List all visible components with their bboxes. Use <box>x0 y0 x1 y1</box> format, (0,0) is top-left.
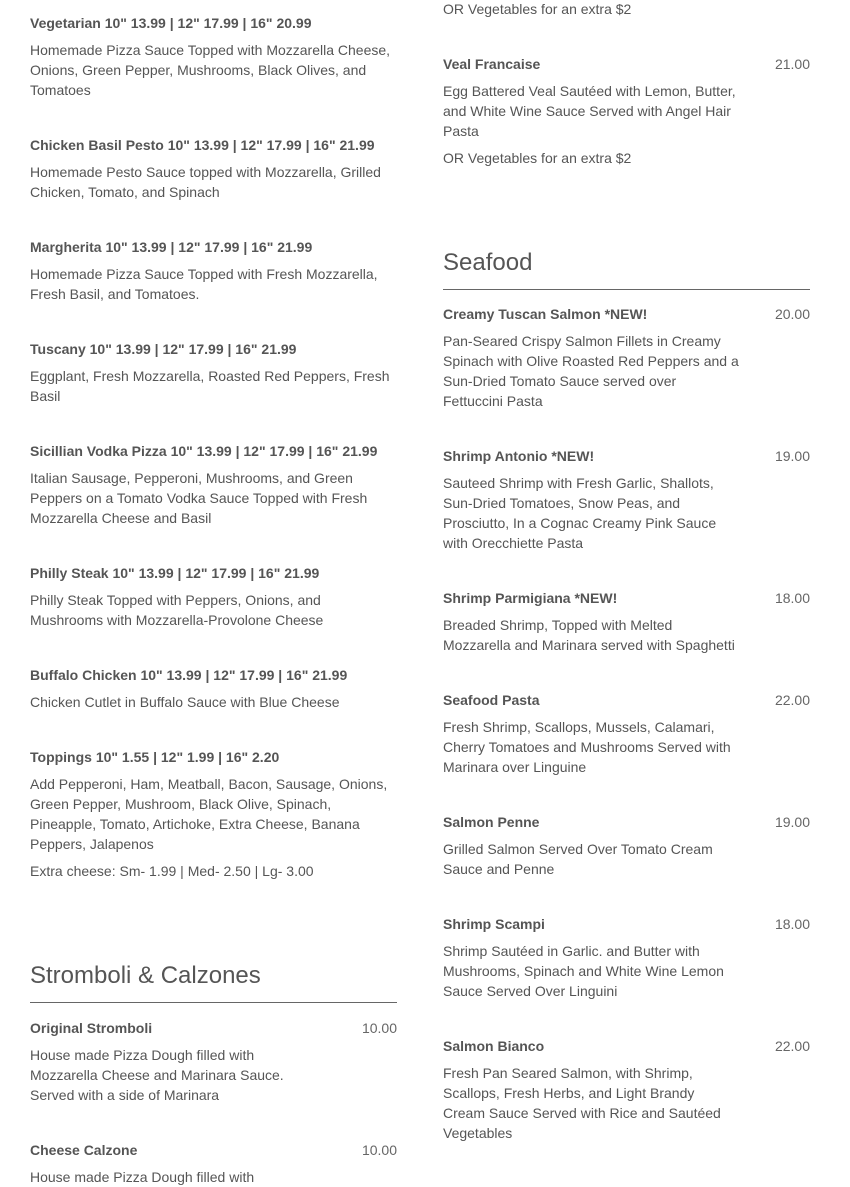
item-name: Original Stromboli <box>30 1020 153 1036</box>
item-price: 19.00 <box>774 814 810 830</box>
item-name: Buffalo Chicken 10" 13.99 | 12" 17.99 | 16" 21.99 <box>30 667 348 683</box>
item-description: Philly Steak Topped with Peppers, Onions, and Mushrooms with Mozzarella-Provolone Cheese <box>30 592 324 628</box>
menu-item <box>30 13 397 100</box>
item-description: Homemade Pizza Sauce Topped with Fresh Mozzarella, Fresh Basil, and Tomatoes. <box>30 266 378 302</box>
menu-item <box>30 339 397 406</box>
item-description: Homemade Pizza Sauce Topped with Mozzarella Cheese, Onions, Green Pepper, Mushrooms, Black Olives, and Tomatoes <box>30 42 391 98</box>
item-name: Salmon Penne <box>443 814 540 830</box>
item-price: 10.00 <box>361 1020 397 1036</box>
item-name: Chicken Basil Pesto 10" 13.99 | 12" 17.99 | 16" 21.99 <box>30 137 375 153</box>
item-note: OR Vegetables for an extra $2 <box>443 1 632 17</box>
item-note: OR Vegetables for an extra $2 <box>443 150 632 166</box>
item-name: Cheese Calzone <box>30 1142 138 1158</box>
item-description: Egg Battered Veal Sautéed with Lemon, Butter, and White Wine Sauce Served with Angel Hair Pasta <box>443 83 736 139</box>
menu-item <box>30 563 397 630</box>
menu-item <box>443 54 810 168</box>
item-price: 22.00 <box>774 1038 810 1054</box>
item-name: Vegetarian 10" 13.99 | 12" 17.99 | 16" 20.99 <box>30 15 312 31</box>
menu-item <box>30 237 397 304</box>
menu-item <box>30 1018 397 1105</box>
item-description: House made Pizza Dough filled with <box>30 1169 255 1185</box>
section-title-seafood: Seafood <box>443 248 810 290</box>
item-description: House made Pizza Dough filled with Mozzarella Cheese and Marinara Sauce. Served with a side of Marinara <box>30 1047 284 1103</box>
item-name: Salmon Bianco <box>443 1038 545 1054</box>
item-description: Homemade Pesto Sauce topped with Mozzarella, Grilled Chicken, Tomato, and Spinach <box>30 164 381 200</box>
menu-item <box>443 446 810 553</box>
item-price: 19.00 <box>774 448 810 464</box>
menu-item <box>30 441 397 528</box>
item-price: 18.00 <box>774 916 810 932</box>
item-name: Sicillian Vodka Pizza 10" 13.99 | 12" 17.99 | 16" 21.99 <box>30 443 378 459</box>
item-name: Shrimp Parmigiana *NEW! <box>443 590 618 606</box>
item-description: Add Pepperoni, Ham, Meatball, Bacon, Sausage, Onions, Green Pepper, Mushroom, Black Olive, Spinach, Pineapple, Tomato, Artichoke, Extra Cheese, Banana Peppers, Jalapenos <box>30 776 388 852</box>
item-description: Eggplant, Fresh Mozzarella, Roasted Red Peppers, Fresh Basil <box>30 368 390 404</box>
menu-item <box>443 914 810 1001</box>
item-name: Tuscany 10" 13.99 | 12" 17.99 | 16" 21.99 <box>30 341 297 357</box>
menu-item <box>443 588 810 655</box>
menu-item <box>30 1140 397 1187</box>
item-price: 10.00 <box>361 1142 397 1158</box>
item-description: Chicken Cutlet in Buffalo Sauce with Blue Cheese <box>30 694 340 710</box>
item-price: 18.00 <box>774 590 810 606</box>
menu-item <box>30 747 397 881</box>
item-description: Grilled Salmon Served Over Tomato Cream Sauce and Penne <box>443 841 713 877</box>
item-description: Italian Sausage, Pepperoni, Mushrooms, and Green Peppers on a Tomato Vodka Sauce Topped with Fresh Mozzarella Cheese and Basil <box>30 470 368 526</box>
item-name: Shrimp Scampi <box>443 916 545 932</box>
item-name: Seafood Pasta <box>443 692 540 708</box>
item-description: Shrimp Sautéed in Garlic. and Butter with Mushrooms, Spinach and White Wine Lemon Sauce Served Over Linguini <box>443 943 724 999</box>
item-name: Veal Francaise <box>443 56 541 72</box>
menu-item <box>443 812 810 879</box>
item-description: Sauteed Shrimp with Fresh Garlic, Shallots, Sun-Dried Tomatoes, Snow Peas, and Prosciutto, In a Cognac Creamy Pink Sauce with Orecchiette Pasta <box>443 475 717 551</box>
menu-item <box>443 690 810 777</box>
item-description: Fresh Shrimp, Scallops, Mussels, Calamari, Cherry Tomatoes and Mushrooms Served with Marinara over Linguine <box>443 719 731 775</box>
item-description: Fresh Pan Seared Salmon, with Shrimp, Scallops, Fresh Herbs, and Light Brandy Cream Sauce Served with Rice and Sautéed Vegetables <box>443 1065 721 1141</box>
item-name: Toppings 10" 1.55 | 12" 1.99 | 16" 2.20 <box>30 749 280 765</box>
item-name: Shrimp Antonio *NEW! <box>443 448 595 464</box>
item-name: Creamy Tuscan Salmon *NEW! <box>443 306 648 322</box>
item-description: Breaded Shrimp, Topped with Melted Mozzarella and Marinara served with Spaghetti <box>443 617 735 653</box>
item-description: Pan-Seared Crispy Salmon Fillets in Creamy Spinach with Olive Roasted Red Peppers and a Sun-Dried Tomato Sauce served over Fettuccini Pasta <box>443 333 739 409</box>
item-price: 21.00 <box>774 56 810 72</box>
item-price: 22.00 <box>774 692 810 708</box>
menu-item <box>30 135 397 202</box>
item-price: 20.00 <box>774 306 810 322</box>
item-note: Extra cheese: Sm- 1.99 | Med- 2.50 | Lg- 3.00 <box>30 863 314 879</box>
item-name: Margherita 10" 13.99 | 12" 17.99 | 16" 21.99 <box>30 239 313 255</box>
menu-item <box>30 665 397 712</box>
section-title-stromboli: Stromboli & Calzones <box>30 961 397 1003</box>
menu-item <box>443 1036 810 1143</box>
item-name: Philly Steak 10" 13.99 | 12" 17.99 | 16" 21.99 <box>30 565 320 581</box>
menu-item <box>443 304 810 411</box>
